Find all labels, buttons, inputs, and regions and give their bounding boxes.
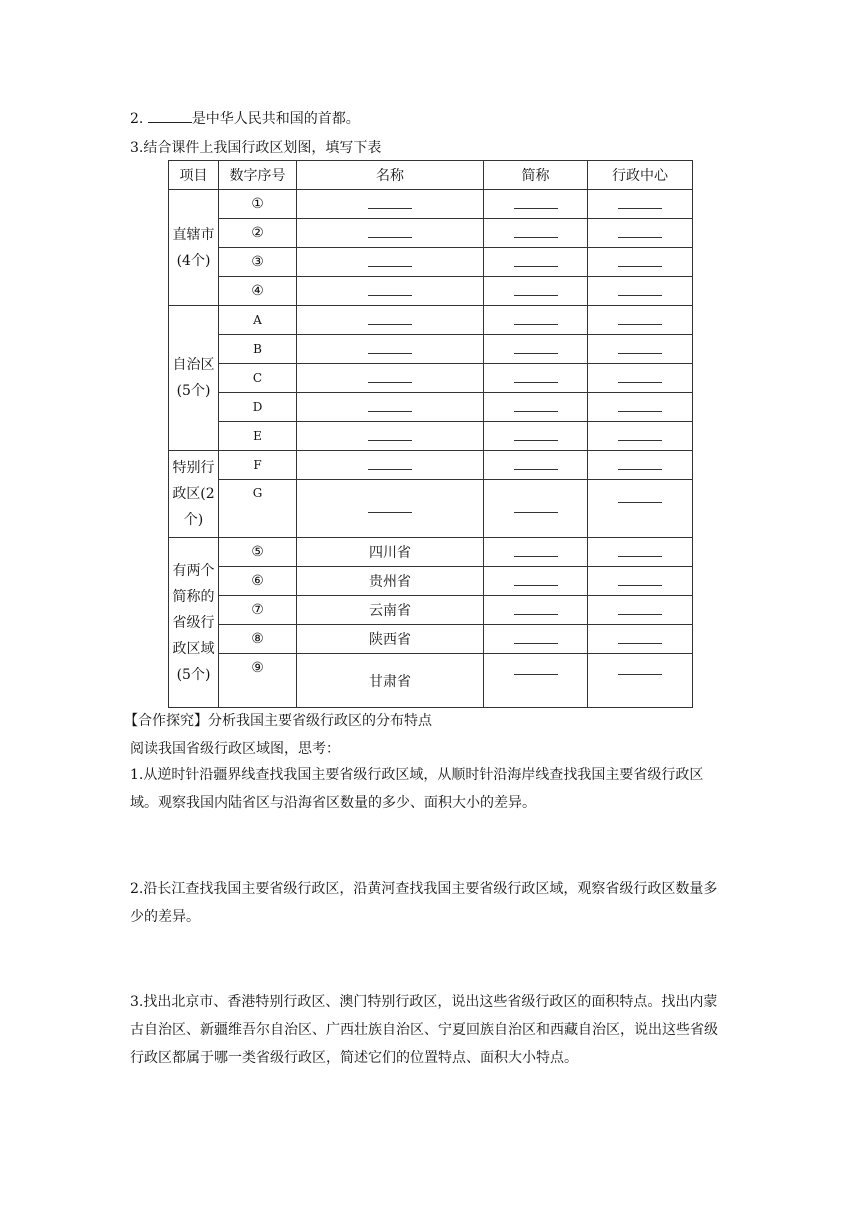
abbr-cell[interactable]: [484, 596, 588, 625]
table-row: [169, 451, 693, 480]
province-name: 四川省: [297, 538, 484, 567]
section-title: 【合作探究】分析我国主要省级行政区的分布特点: [124, 713, 432, 729]
name-cell[interactable]: [297, 190, 484, 219]
table-row: [169, 654, 693, 708]
table-row: [169, 219, 693, 248]
abbr-cell[interactable]: [484, 306, 588, 335]
seq-cell: ⑨: [219, 654, 297, 708]
capital-cell[interactable]: [588, 277, 693, 306]
table-header-row: [169, 161, 693, 190]
abbr-cell[interactable]: [484, 335, 588, 364]
table-row: [169, 625, 693, 654]
table-row: [169, 335, 693, 364]
name-cell[interactable]: [297, 422, 484, 451]
table-row: [169, 277, 693, 306]
name-cell[interactable]: [297, 335, 484, 364]
group-cell: 特别行政区(2个): [169, 451, 219, 538]
abbr-cell[interactable]: [484, 190, 588, 219]
seq-cell: F: [219, 451, 297, 480]
seq-cell: E: [219, 422, 297, 451]
explore-question-1: 1.从逆时针沿疆界线查找我国主要省级行政区域，从顺时针沿海岸线查找我国主要省级行政区域。观察我国内陆省区与沿海省区数量的多少、面积大小的差异。: [130, 767, 704, 811]
capital-cell[interactable]: [588, 393, 693, 422]
name-cell[interactable]: [297, 364, 484, 393]
seq-cell: ⑦: [219, 596, 297, 625]
seq-cell: ⑤: [219, 538, 297, 567]
capital-cell[interactable]: [588, 335, 693, 364]
section-intro: 阅读我国省级行政区域图，思考：: [130, 741, 340, 757]
header-cell: 数字序号: [219, 161, 297, 190]
province-name: 云南省: [297, 596, 484, 625]
abbr-cell[interactable]: [484, 538, 588, 567]
name-cell[interactable]: [297, 480, 484, 538]
seq-cell: G: [219, 480, 297, 538]
abbr-cell[interactable]: [484, 625, 588, 654]
group-cell: 有两个简称的省级行政区域(5个): [169, 538, 219, 708]
capital-cell[interactable]: [588, 654, 693, 708]
question-2: 2. 是中华人民共和国的首都。: [130, 108, 360, 128]
capital-cell[interactable]: [588, 248, 693, 277]
capital-cell[interactable]: [588, 538, 693, 567]
seq-cell: ⑧: [219, 625, 297, 654]
question-3: 3.结合课件上我国行政区划图，填写下表: [130, 140, 382, 156]
seq-cell: B: [219, 335, 297, 364]
abbr-cell[interactable]: [484, 480, 588, 538]
capital-cell[interactable]: [588, 190, 693, 219]
answer-blank[interactable]: [148, 108, 192, 123]
table-row: [169, 306, 693, 335]
name-cell[interactable]: [297, 219, 484, 248]
table-row: [169, 480, 693, 538]
table-row: [169, 248, 693, 277]
group-cell: 自治区(5个): [169, 306, 219, 451]
name-cell[interactable]: [297, 277, 484, 306]
abbr-cell[interactable]: [484, 248, 588, 277]
header-cell: 项目: [169, 161, 219, 190]
seq-cell: C: [219, 364, 297, 393]
table-row: [169, 596, 693, 625]
province-name: 甘肃省: [297, 654, 484, 708]
capital-cell[interactable]: [588, 596, 693, 625]
header-cell: 行政中心: [588, 161, 693, 190]
header-cell: 名称: [297, 161, 484, 190]
seq-cell: A: [219, 306, 297, 335]
capital-cell[interactable]: [588, 422, 693, 451]
capital-cell[interactable]: [588, 625, 693, 654]
seq-cell: ①: [219, 190, 297, 219]
table-row: [169, 190, 693, 219]
name-cell[interactable]: [297, 451, 484, 480]
province-name: 陕西省: [297, 625, 484, 654]
explore-question-2: 2.沿长江查找我国主要省级行政区，沿黄河查找我国主要省级行政区域，观察省级行政区数量多少的差异。: [130, 881, 718, 925]
table-row: [169, 364, 693, 393]
abbr-cell[interactable]: [484, 219, 588, 248]
seq-cell: D: [219, 393, 297, 422]
capital-cell[interactable]: [588, 306, 693, 335]
capital-cell[interactable]: [588, 219, 693, 248]
table-row: [169, 422, 693, 451]
seq-cell: ②: [219, 219, 297, 248]
abbr-cell[interactable]: [484, 277, 588, 306]
seq-cell: ③: [219, 248, 297, 277]
header-cell: 简称: [484, 161, 588, 190]
table-row: [169, 538, 693, 567]
group-cell: 直辖市(4个): [169, 190, 219, 306]
admin-division-table: [168, 160, 693, 708]
name-cell[interactable]: [297, 306, 484, 335]
table-row: [169, 393, 693, 422]
explore-question-3: 3.找出北京市、香港特别行政区、澳门特别行政区，说出这些省级行政区的面积特点。找出内蒙古自治区、新疆维吾尔自治区、广西壮族自治区、宁夏回族自治区和西藏自治区，说出这些省级行政区都属于哪一类省级行政区，简述它们的位置特点、面积大小特点。: [130, 994, 718, 1066]
table-row: [169, 567, 693, 596]
seq-cell: ⑥: [219, 567, 297, 596]
capital-cell[interactable]: [588, 364, 693, 393]
abbr-cell[interactable]: [484, 364, 588, 393]
abbr-cell[interactable]: [484, 393, 588, 422]
abbr-cell[interactable]: [484, 422, 588, 451]
province-name: 贵州省: [297, 567, 484, 596]
capital-cell[interactable]: [588, 480, 693, 538]
name-cell[interactable]: [297, 393, 484, 422]
abbr-cell[interactable]: [484, 654, 588, 708]
seq-cell: ④: [219, 277, 297, 306]
capital-cell[interactable]: [588, 567, 693, 596]
abbr-cell[interactable]: [484, 451, 588, 480]
name-cell[interactable]: [297, 248, 484, 277]
abbr-cell[interactable]: [484, 567, 588, 596]
capital-cell[interactable]: [588, 451, 693, 480]
